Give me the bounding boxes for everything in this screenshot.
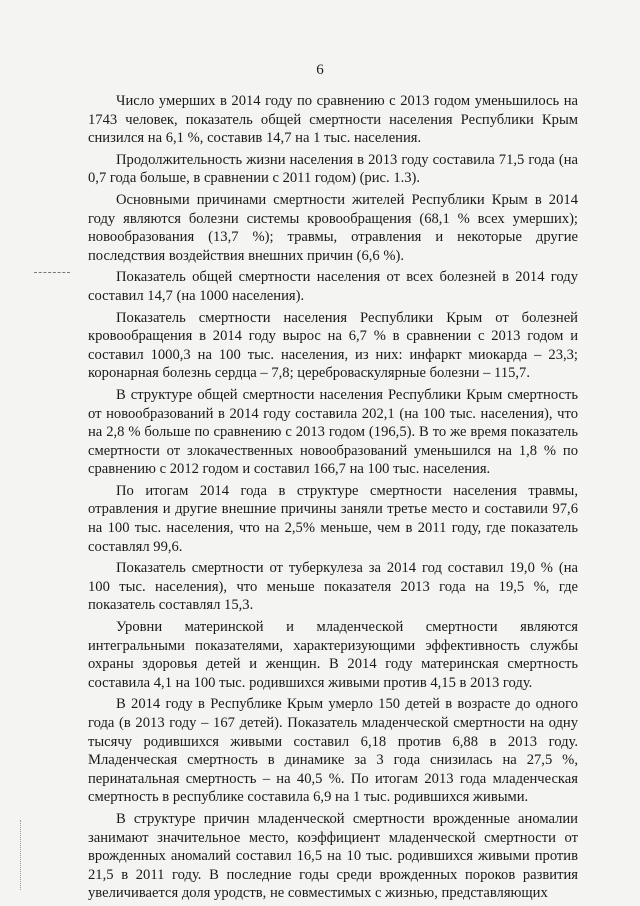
paragraph: Показатель общей смертности населения от всех болезней в 2014 году составил 14,7 (на 1000 населения). bbox=[88, 269, 578, 304]
paragraph: По итогам 2014 года в структуре смертности населения травмы, отравления и другие внешние причины заняли третье место и составили 97,6 на 100 тыс. населения, что на 2,5% меньше, чем в 2011 году, где показатель составлял 99,6. bbox=[88, 482, 578, 555]
paragraph: Уровни материнской и младенческой смертности являются интегральными показателями, характеризующими эффективность службы охраны здоровья детей и женщин. В 2014 году материнская смертность составила 4,1 на 100 тыс. родившихся живыми против 4,15 в 2013 году. bbox=[88, 619, 578, 691]
paragraph: Основными причинами смертности жителей Республики Крым в 2014 году являются болезни системы кровообращения (68,1 % всех умерших); новообразования (13,7 %); травмы, отравления и некоторые другие последствия воздействия внешних причин (6,6 %). bbox=[88, 191, 578, 264]
paragraph: Число умерших в 2014 году по сравнению с 2013 годом уменьшилось на 1743 человек, показатель общей смертности населения Республики Крым снизился на 6,1 %, составив 14,7 на 1 тыс. населения. bbox=[88, 93, 578, 147]
page-number: 6 bbox=[316, 62, 324, 78]
document-body bbox=[88, 92, 578, 906]
paragraph: В структуре общей смертности населения Республики Крым смертность от новообразований в 2014 году составила 202,1 (на 100 тыс. населения), что на 2,8 % больше по сравнению с 2013 годом (196,5). В то же время показатель смертности от злокачественных новообразований уменьшился на 1,8 % по сравнению с 2012 годом и составил 166,7 на 100 тыс. населения. bbox=[88, 386, 578, 478]
paragraph: Показатель смертности населения Республики Крым от болезней кровообращения в 2014 году вырос на 6,7 % в сравнении с 2013 годом и составил 1000,3 на 100 тыс. населения, из них: инфаркт миокарда – 23,3; коронарная болезнь сердца – 7,8; цереброваскулярные болезни – 115,7. bbox=[88, 309, 578, 382]
paragraph: В структуре причин младенческой смертности врожденные аномалии занимают значительное место, коэффициент младенческой смертности от врожденных аномалий составил 16,5 на 10 тыс. родившихся живыми против 21,5 в 2011 году. В последние годы среди врожденных пороков развития увеличивается доля уродств, не совместимых с жизнью, представляющих bbox=[88, 810, 578, 902]
paragraph: В 2014 году в Республике Крым умерло 150 детей в возрасте до одного года (в 2013 году – 167 детей). Показатель младенческой смертности на одну тысячу родившихся живыми составил 6,18 против 6,88 в 2013 году. Младенческая смертность в динамике за 3 года снизилась на 27,5 %, перинатальная смертность – на 40,5 %. По итогам 2013 года младенческая смертность в республике составила 6,9 на 1 тыс. родившихся живыми. bbox=[88, 696, 578, 806]
scan-mark bbox=[34, 272, 70, 273]
paragraph: Показатель смертности от туберкулеза за 2014 год составил 19,0 % (на 100 тыс. населения), что меньше показателя 2013 года на 19,5 %, где показатель составлял 15,3. bbox=[88, 560, 578, 614]
paragraph: Продолжительность жизни населения в 2013 году составила 71,5 года (на 0,7 года больше, в сравнении с 2011 годом) (рис. 1.3). bbox=[88, 151, 578, 187]
margin-tick bbox=[20, 820, 22, 890]
